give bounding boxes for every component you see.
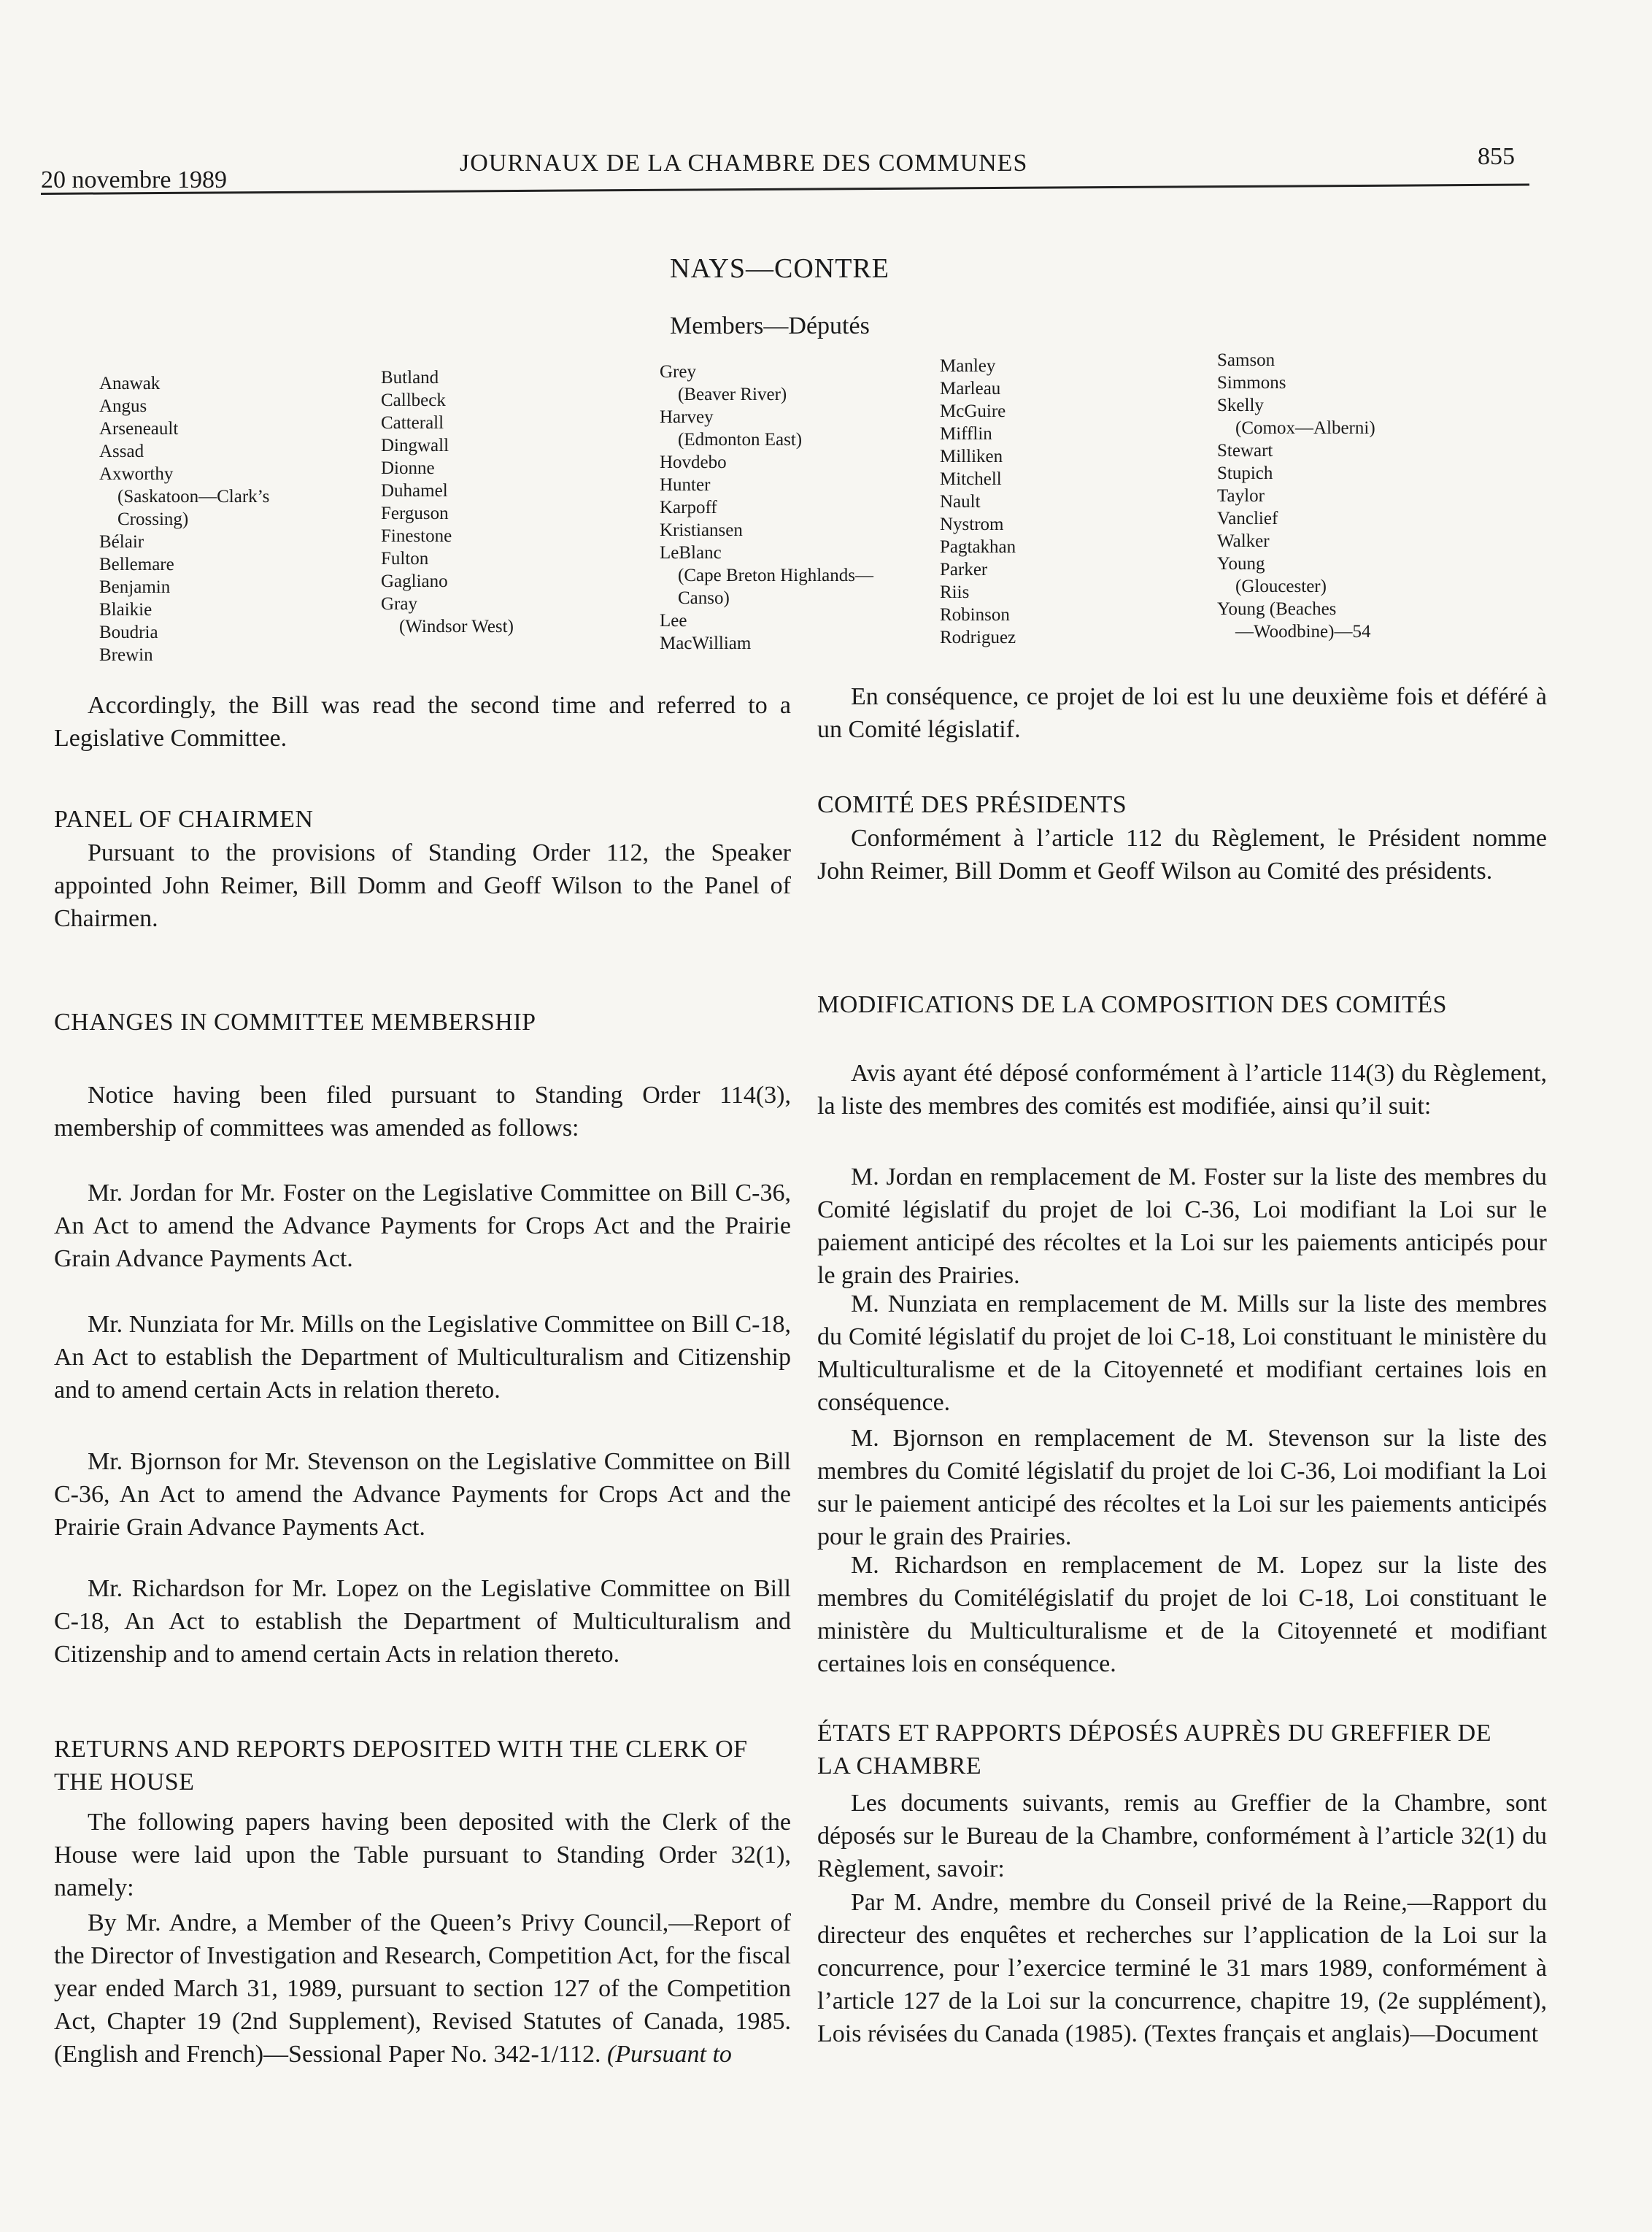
member-name: Mitchell — [940, 469, 1002, 489]
member-name: (Comox—Alberni) — [1217, 418, 1375, 438]
changes-intro-fr: Avis ayant été déposé conformément à l’article 114(3) du Règlement, la liste des membres des comités est modifiée, ainsi qu’il suit: — [817, 1060, 1547, 1120]
member-name: Riis — [940, 582, 970, 602]
member-name: Samson — [1217, 350, 1275, 370]
member-name: Duhamel — [381, 481, 448, 501]
change2-en: Mr. Nunziata for Mr. Mills on the Legislative Committee on Bill C-18, An Act to establish the Department of Multiculturalism and Citizenship and to amend certain Acts in relation thereto. — [54, 1311, 791, 1404]
member-name: Manley — [940, 356, 996, 376]
member-name: (Windsor West) — [381, 617, 514, 636]
member-name: Axworthy — [99, 464, 174, 484]
member-name: Arseneault — [99, 419, 179, 439]
member-name: Walker — [1217, 531, 1270, 551]
returns-heading-fr: ÉTATS ET RAPPORTS DÉPOSÉS AUPRÈS DU GREFFIER DE LA CHAMBRE — [817, 1720, 1492, 1779]
member-name: (Saskatoon—Clark’s — [99, 487, 270, 507]
returns-item-text-en: By Mr. Andre, a Member of the Queen’s Privy Council,—Report of the Director of Investigation and Research, Competition Act, for the fiscal year ended March 31, 1989, pursuant to section 127 of the Competition Act, Chapter 19 (2nd Supplement), Revised Statutes of Canada, 1985. (English and French)—Sessional Paper No. 342-1/112. — [54, 1909, 791, 2068]
member-name: Crossing) — [99, 509, 189, 529]
returns-heading-en: RETURNS AND REPORTS DEPOSITED WITH THE CLERK OF THE HOUSE — [54, 1736, 748, 1796]
member-name: Rodriguez — [940, 628, 1016, 647]
change1-en: Mr. Jordan for Mr. Foster on the Legislative Committee on Bill C-36, An Act to amend the Advance Payments for Crops Act and the Prairie Grain Advance Payments Act. — [54, 1180, 791, 1272]
panel-text-en: Pursuant to the provisions of Standing Order 112, the Speaker appointed John Reimer, Bill Domm and Geoff Wilson to the Panel of Chairmen. — [54, 839, 791, 932]
member-name: Grey — [660, 362, 696, 382]
member-name: Boudria — [99, 623, 158, 642]
member-name: Nault — [940, 492, 981, 512]
changes-heading-en: CHANGES IN COMMITTEE MEMBERSHIP — [54, 1009, 536, 1036]
member-name: (Edmonton East) — [660, 430, 803, 450]
member-name: Mifflin — [940, 424, 992, 444]
nays-column-4 — [940, 355, 1016, 649]
returns-item-en — [54, 1906, 791, 2071]
changes-heading-fr: MODIFICATIONS DE LA COMPOSITION DES COMITÉS — [817, 991, 1448, 1018]
member-name: Brewin — [99, 645, 153, 665]
members-subtitle: Members—Députés — [670, 312, 870, 339]
member-name: Robinson — [940, 605, 1010, 625]
member-name: Kristiansen — [660, 520, 743, 540]
accordingly-en: Accordingly, the Bill was read the second time and referred to a Legislative Committee. — [54, 692, 791, 752]
member-name: Fulton — [381, 549, 429, 569]
member-name: Lee — [660, 611, 687, 631]
change1-fr: M. Jordan en remplacement de M. Foster sur la liste des membres du Comité législatif du projet de loi C-36, Loi modifiant la Loi sur le paiement anticipé des récoltes et la Loi sur les paiements anticipés pour le grain des Prairies. — [817, 1163, 1547, 1289]
member-name: LeBlanc — [660, 543, 722, 563]
panel-heading-fr: COMITÉ DES PRÉSIDENTS — [817, 791, 1127, 818]
change2-fr: M. Nunziata en remplacement de M. Mills sur la liste des membres du Comité législatif du projet de loi C-18, Loi constituant le ministère du Multiculturalisme et de la Citoyenneté et modifiant certaines lois en conséquence. — [817, 1290, 1547, 1416]
returns-intro-fr: Les documents suivants, remis au Greffier de la Chambre, sont déposés sur le Bureau de la Chambre, conformément à l’article 32(1) du Règlement, savoir: — [817, 1790, 1547, 1882]
changes-intro-en: Notice having been filed pursuant to Standing Order 114(3), membership of committees was amended as follows: — [54, 1082, 791, 1142]
returns-intro-en: The following papers having been deposited with the Clerk of the House were laid upon the Table pursuant to Standing Order 32(1), namely: — [54, 1809, 791, 1901]
member-name: Assad — [99, 442, 144, 461]
member-name: Dingwall — [381, 436, 449, 455]
member-name: Taylor — [1217, 486, 1265, 506]
member-name: Young — [1217, 554, 1265, 574]
member-name: Vanclief — [1217, 509, 1278, 528]
header-date: 20 novembre 1989 — [41, 166, 227, 193]
header-rule — [41, 184, 1529, 195]
member-name: Dionne — [381, 458, 435, 478]
member-name: Skelly — [1217, 396, 1264, 415]
returns-item-fr: Par M. Andre, membre du Conseil privé de la Reine,—Rapport du directeur des enquêtes et recherches sur l’application de la Loi sur la concurrence, pour l’exercice terminé le 31 mars 1989, conformément à l’article 127 de la Loi sur la concurrence, chapitre 19, (2e supplément), Lois révisées du Canada (1985). (Textes français et anglais)—Document — [817, 1889, 1547, 2047]
member-name: Blaikie — [99, 600, 153, 620]
member-name: Ferguson — [381, 504, 449, 523]
member-name: Simmons — [1217, 373, 1286, 393]
panel-heading-en: PANEL OF CHAIRMEN — [54, 806, 314, 833]
member-name: MacWilliam — [660, 634, 752, 653]
accordingly-fr: En conséquence, ce projet de loi est lu une deuxième fois et déféré à un Comité législatif. — [817, 683, 1547, 743]
member-name: Pagtakhan — [940, 537, 1016, 557]
member-name: Parker — [940, 560, 988, 580]
member-name: Harvey — [660, 407, 714, 427]
member-name: Stewart — [1217, 441, 1273, 461]
member-name: Gray — [381, 594, 417, 614]
member-name: McGuire — [940, 401, 1006, 421]
member-name: Catterall — [381, 413, 444, 433]
page-number: 855 — [1478, 143, 1515, 170]
member-name: Hovdebo — [660, 453, 727, 472]
member-name: Canso) — [660, 588, 730, 608]
member-name: Butland — [381, 368, 439, 388]
nays-title: NAYS—CONTRE — [670, 253, 889, 284]
change3-fr: M. Bjornson en remplacement de M. Stevenson sur la liste des membres du Comité législatif du projet de loi C-36, Loi modifiant la Loi sur le paiement anticipé des récoltes et la Loi sur les paiements anticipés pour le grain des Prairies. — [817, 1425, 1547, 1550]
change4-en: Mr. Richardson for Mr. Lopez on the Legislative Committee on Bill C-18, An Act to establish the Department of Multiculturalism and Citizenship and to amend certain Acts in relation thereto. — [54, 1575, 791, 1668]
nays-column-3 — [660, 361, 873, 655]
member-name: Nystrom — [940, 515, 1004, 534]
member-name: Angus — [99, 396, 147, 416]
member-name: Bellemare — [99, 555, 174, 574]
member-name: (Cape Breton Highlands— — [660, 566, 874, 585]
returns-item-italic-en: (Pursuant to — [606, 2041, 732, 2068]
member-name: Marleau — [940, 379, 1001, 399]
member-name: —Woodbine)—54 — [1217, 622, 1371, 642]
change3-en: Mr. Bjornson for Mr. Stevenson on the Legislative Committee on Bill C-36, An Act to amend the Advance Payments for Crops Act and the Prairie Grain Advance Payments Act. — [54, 1448, 791, 1541]
member-name: Benjamin — [99, 577, 171, 597]
member-name: Milliken — [940, 447, 1003, 466]
member-name: Gagliano — [381, 572, 448, 591]
nays-column-1 — [99, 372, 269, 666]
member-name: Bélair — [99, 532, 144, 552]
journal-title: JOURNAUX DE LA CHAMBRE DES COMMUNES — [460, 150, 1028, 177]
member-name: Karpoff — [660, 498, 717, 517]
member-name: Young (Beaches — [1217, 599, 1337, 619]
member-name: Stupich — [1217, 463, 1273, 483]
member-name: Finestone — [381, 526, 452, 546]
panel-text-fr: Conformément à l’article 112 du Règlement, le Président nomme John Reimer, Bill Domm et Geoff Wilson au Comité des présidents. — [817, 825, 1547, 885]
member-name: (Gloucester) — [1217, 577, 1327, 596]
nays-column-5 — [1217, 349, 1375, 643]
member-name: (Beaver River) — [660, 385, 787, 404]
member-name: Callbeck — [381, 390, 446, 410]
nays-column-2 — [381, 366, 514, 638]
member-name: Anawak — [99, 374, 161, 393]
member-name: Hunter — [660, 475, 711, 495]
change4-fr: M. Richardson en remplacement de M. Lopez sur la liste des membres du Comitélégislatif du projet de loi C-18, Loi constituant le ministère du Multiculturalisme et de la Citoyenneté et modifiant certaines lois en conséquence. — [817, 1552, 1547, 1677]
